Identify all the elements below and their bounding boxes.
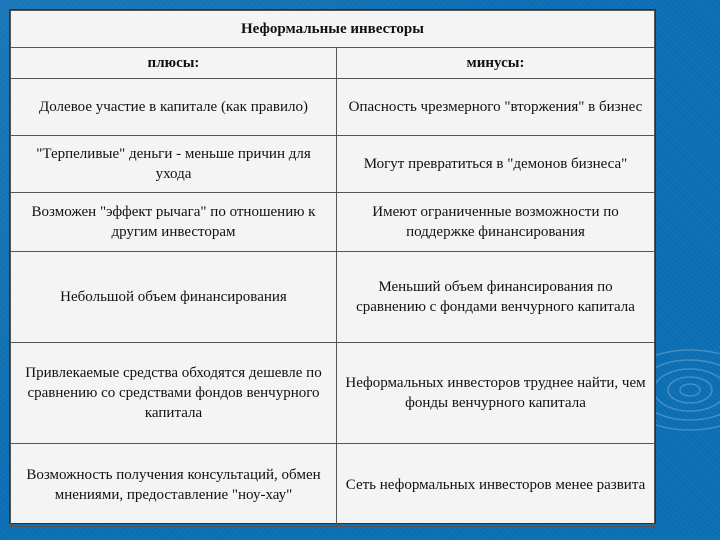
plus-cell: Возможность получения консультаций, обмен мнениями, предоставление "ноу-хау" xyxy=(11,444,337,527)
table-row xyxy=(11,444,655,527)
investors-comparison-table xyxy=(10,10,655,527)
minus-cell: Сеть неформальных инвесторов менее развита xyxy=(337,444,655,527)
table-row xyxy=(11,79,655,136)
plus-cell: Долевое участие в капитале (как правило) xyxy=(11,79,337,136)
table-row xyxy=(11,343,655,444)
plus-cell: "Терпеливые" деньги - меньше причин для ухода xyxy=(11,136,337,193)
table-title: Неформальные инвесторы xyxy=(11,11,655,48)
minus-cell: Неформальных инвесторов труднее найти, чем фонды венчурного капитала xyxy=(337,343,655,444)
investors-table-container xyxy=(9,9,656,524)
plus-cell: Небольшой объем финансирования xyxy=(11,252,337,343)
column-header-minus: минусы: xyxy=(337,48,655,79)
column-header-plus: плюсы: xyxy=(11,48,337,79)
table-row xyxy=(11,136,655,193)
table-row xyxy=(11,252,655,343)
minus-cell: Меньший объем финансирования по сравнению с фондами венчурного капитала xyxy=(337,252,655,343)
minus-cell: Имеют ограниченные возможности по поддержке финансирования xyxy=(337,193,655,252)
plus-cell: Возможен "эффект рычага" по отношению к другим инвесторам xyxy=(11,193,337,252)
minus-cell: Опасность чрезмерного "вторжения" в бизнес xyxy=(337,79,655,136)
minus-cell: Могут превратиться в "демонов бизнеса" xyxy=(337,136,655,193)
table-row xyxy=(11,193,655,252)
plus-cell: Привлекаемые средства обходятся дешевле по сравнению со средствами фондов венчурного капитала xyxy=(11,343,337,444)
